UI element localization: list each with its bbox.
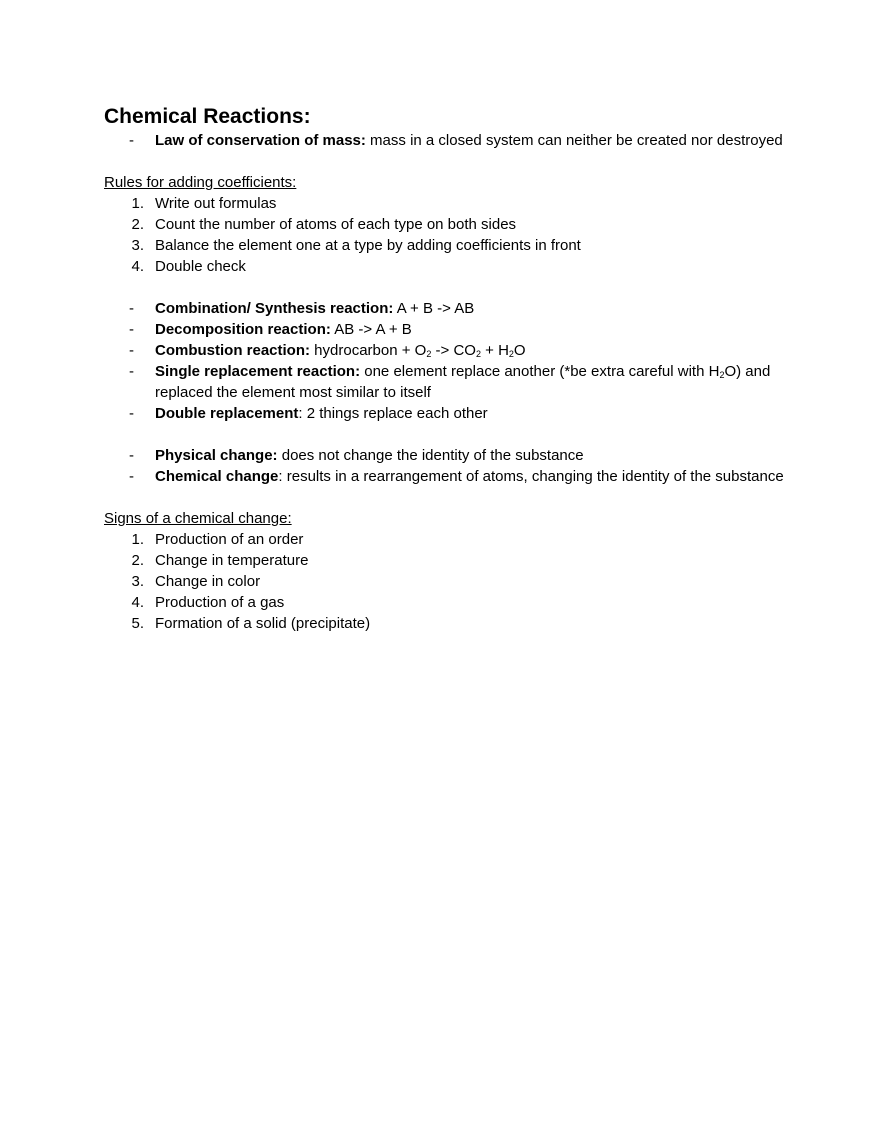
change-term: Chemical change	[155, 468, 279, 485]
signs-item	[104, 613, 794, 634]
spacer	[104, 487, 794, 508]
item-number: 3.	[131, 573, 144, 590]
item-text: Formation of a solid (precipitate)	[155, 615, 371, 632]
item-number: 1.	[131, 531, 144, 548]
item-number: 4.	[131, 258, 144, 275]
signs-item	[104, 571, 794, 592]
law-term: Law of conservation of mass:	[155, 132, 366, 149]
bullet-dash: -	[129, 300, 134, 317]
change-item	[104, 445, 794, 466]
rules-item	[104, 214, 794, 235]
bullet-dash: -	[129, 363, 134, 380]
change-item	[104, 466, 794, 487]
document-page	[104, 104, 794, 634]
reaction-item	[104, 319, 794, 340]
reaction-term: Single replacement reaction:	[155, 363, 361, 380]
law-list	[104, 130, 794, 151]
item-text: Double check	[155, 258, 246, 275]
item-text: Change in color	[155, 573, 261, 590]
item-number: 2.	[131, 216, 144, 233]
bullet-dash: -	[129, 342, 134, 359]
bullet-dash: -	[129, 447, 134, 464]
spacer	[104, 277, 794, 298]
item-number: 5.	[131, 615, 144, 632]
reaction-text: AB -> A + B	[330, 321, 412, 338]
reaction-term: Combustion reaction:	[155, 342, 311, 359]
subscript: 2	[475, 349, 481, 359]
item-number: 2.	[131, 552, 144, 569]
signs-heading: Signs of a chemical change:	[104, 510, 292, 527]
item-text: Change in temperature	[155, 552, 309, 569]
signs-list	[104, 529, 794, 634]
item-text: Production of an order	[155, 531, 304, 548]
change-term: Physical change:	[155, 447, 278, 464]
rules-item	[104, 235, 794, 256]
reaction-item	[104, 403, 794, 424]
reaction-item	[104, 340, 794, 361]
page-title: Chemical Reactions:	[104, 105, 311, 128]
law-text: mass in a closed system can neither be created nor destroyed	[365, 132, 783, 149]
reaction-text: -> CO	[431, 342, 476, 359]
item-text: Balance the element one at a type by adding coefficients in front	[155, 237, 581, 254]
reaction-text: O) and replaced the element most similar to itself	[155, 363, 771, 401]
item-text: Production of a gas	[155, 594, 285, 611]
rules-heading: Rules for adding coefficients:	[104, 174, 297, 191]
reaction-term: Combination/ Synthesis reaction:	[155, 300, 394, 317]
reaction-item	[104, 361, 794, 403]
reaction-text: one element replace another (*be extra careful with H	[360, 363, 720, 380]
signs-item	[104, 550, 794, 571]
reaction-term: Decomposition reaction:	[155, 321, 331, 338]
reaction-text: O	[513, 342, 526, 359]
change-types-list	[104, 445, 794, 487]
reaction-text: : 2 things replace each other	[298, 405, 488, 422]
spacer	[104, 151, 794, 172]
subscript: 2	[508, 349, 514, 359]
item-number: 1.	[131, 195, 144, 212]
reaction-text: A + B -> AB	[393, 300, 475, 317]
change-text: does not change the identity of the substance	[277, 447, 584, 464]
reaction-text: hydrocarbon + O	[310, 342, 427, 359]
signs-item	[104, 529, 794, 550]
list-item-law	[104, 130, 794, 151]
spacer	[104, 424, 794, 445]
bullet-dash: -	[129, 321, 134, 338]
rules-item	[104, 193, 794, 214]
reaction-text: + H	[480, 342, 509, 359]
bullet-dash: -	[129, 132, 134, 149]
item-number: 4.	[131, 594, 144, 611]
change-text: : results in a rearrangement of atoms, changing the identity of the substance	[278, 468, 784, 485]
subscript: 2	[719, 370, 725, 380]
bullet-dash: -	[129, 405, 134, 422]
item-text: Count the number of atoms of each type on both sides	[155, 216, 517, 233]
subscript: 2	[426, 349, 432, 359]
item-text: Write out formulas	[155, 195, 277, 212]
bullet-dash: -	[129, 468, 134, 485]
signs-item	[104, 592, 794, 613]
reaction-term: Double replacement	[155, 405, 299, 422]
reaction-types-list	[104, 298, 794, 424]
rules-item	[104, 256, 794, 277]
reaction-item	[104, 298, 794, 319]
rules-list	[104, 193, 794, 277]
item-number: 3.	[131, 237, 144, 254]
